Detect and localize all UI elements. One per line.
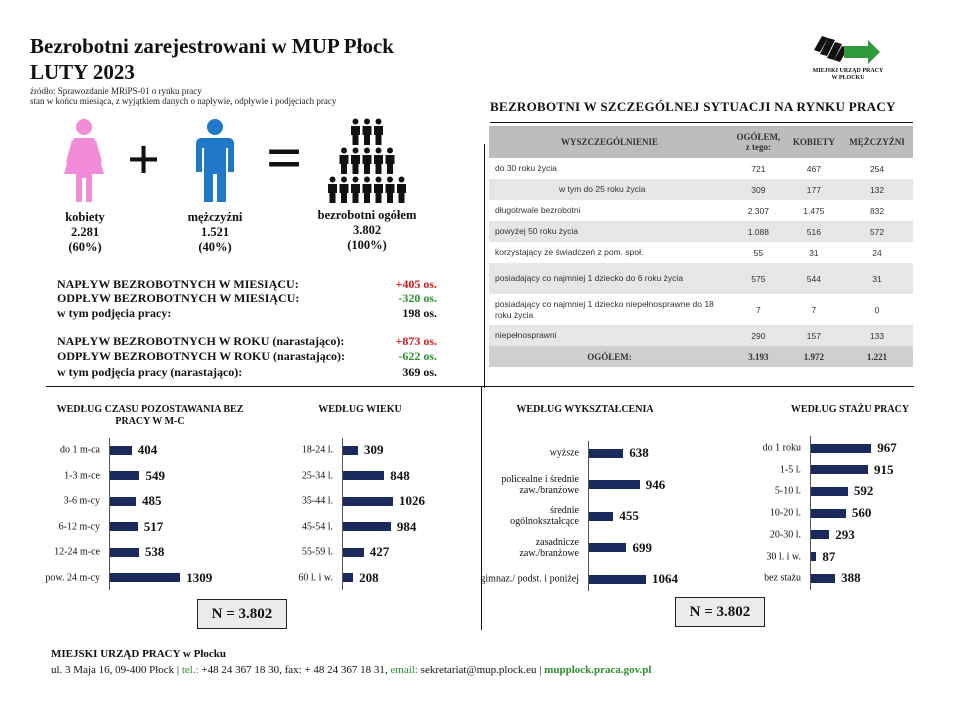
flow-label: NAPŁYW BEZROBOTNYCH W MIESIĄCU: bbox=[57, 277, 299, 291]
data-label: 517 bbox=[143, 518, 164, 534]
chart-bar bbox=[589, 543, 626, 552]
category-label: 18-24 l. bbox=[301, 444, 333, 456]
chart-bar bbox=[110, 471, 139, 480]
category-label: 6-12 m-cy bbox=[58, 521, 100, 532]
table-row bbox=[489, 221, 913, 242]
data-label: 946 bbox=[645, 476, 666, 492]
row-cell-total: 309 bbox=[730, 179, 787, 200]
data-label: 549 bbox=[145, 467, 165, 483]
category-label: 3-6 m-cy bbox=[63, 495, 100, 507]
category-label: 1-5 l. bbox=[779, 464, 801, 476]
data-label: 388 bbox=[841, 570, 861, 586]
flow-label: ODPŁYW BEZROBOTNYCH W ROKU (narastająco): bbox=[57, 349, 346, 363]
chart-bar bbox=[811, 487, 848, 496]
equals-sign: = bbox=[266, 122, 303, 193]
row-label: posiadający co najmniej 1 dziecko do 6 roku życia bbox=[489, 263, 730, 294]
flow-value: -320 os. bbox=[398, 291, 437, 305]
category-label: 25-34 l. bbox=[301, 470, 333, 481]
flow-label: w tym podjęcia pracy: bbox=[57, 306, 172, 320]
total-pct: (100%) bbox=[347, 238, 387, 252]
horizontal-divider bbox=[46, 386, 914, 387]
chart-bar bbox=[811, 574, 835, 583]
chart-title: WEDŁUG WIEKU bbox=[318, 404, 402, 415]
flow-row bbox=[57, 334, 437, 348]
flow-row bbox=[57, 349, 437, 363]
row-label: korzystający ze świadczeń z pom. społ. bbox=[495, 247, 644, 257]
row-cell-total: 1.088 bbox=[730, 221, 787, 242]
situation-title: BEZROBOTNI W SZCZEGÓLNEJ SYTUACJI NA RYNKU PRACY bbox=[490, 99, 896, 114]
chart-bar bbox=[343, 446, 358, 455]
row-cell-women: 177 bbox=[787, 179, 841, 200]
logo-text bbox=[808, 68, 888, 82]
row-cell-women: 7 bbox=[811, 304, 817, 315]
table-row bbox=[489, 294, 913, 325]
logo-figures-icon bbox=[808, 30, 888, 70]
data-label: 638 bbox=[629, 445, 649, 460]
total-stat bbox=[304, 208, 430, 253]
footer-tel: +48 24 367 18 30, fax: + 48 24 367 18 31, bbox=[198, 664, 391, 676]
chart-bar bbox=[343, 471, 384, 480]
row-label: długotrwale bezrobotni bbox=[495, 205, 581, 215]
category-label: gimnaz./ podst. i poniżej bbox=[480, 573, 579, 585]
chart-bar bbox=[811, 530, 829, 539]
source-note: źródło: Sprawozdanie MRiPS-01 o rynku pracy bbox=[30, 86, 202, 96]
flow-label: ODPŁYW BEZROBOTNYCH W MIESIĄCU: bbox=[57, 291, 300, 305]
row-cell-men: 254 bbox=[869, 163, 885, 174]
chart-bar bbox=[589, 512, 613, 521]
page-title: Bezrobotni zarejestrowani w MUP Płock bbox=[30, 34, 394, 58]
data-label: 427 bbox=[369, 544, 390, 559]
category-label: 10-20 l. bbox=[769, 507, 801, 519]
row-cell-women: 157 bbox=[787, 325, 841, 346]
table-row bbox=[489, 179, 913, 200]
category-label: 1-3 m-ce bbox=[64, 470, 100, 481]
col-header-men: MĘŻCZYŹNI bbox=[841, 126, 913, 158]
total-label: bezrobotni ogółem bbox=[317, 208, 417, 222]
row-cell-men: 832 bbox=[869, 205, 885, 216]
flow-label: NAPŁYW BEZROBOTNYCH W ROKU (narastająco): bbox=[57, 334, 345, 348]
category-label: pow. 24 m-cy bbox=[45, 572, 100, 583]
men-value: 1.521 bbox=[200, 225, 230, 239]
flow-label: w tym podjęcia pracy (narastająco): bbox=[57, 365, 243, 379]
category-label: do 1 m-ca bbox=[60, 444, 100, 456]
total-row-total: 3.193 bbox=[730, 346, 787, 367]
data-label: 592 bbox=[853, 483, 874, 499]
man-icon bbox=[192, 118, 238, 204]
category-label: średnie ogólnokształcące bbox=[510, 505, 579, 527]
category-label: 60 l. i w. bbox=[298, 572, 333, 583]
data-label: 984 bbox=[396, 518, 417, 534]
men-label: mężczyźni bbox=[187, 210, 243, 224]
page-subtitle-period: LUTY 2023 bbox=[30, 60, 135, 84]
data-label: 208 bbox=[359, 569, 379, 585]
row-cell-men: 24 bbox=[872, 247, 882, 258]
flow-row bbox=[57, 277, 437, 291]
footer-contact bbox=[51, 664, 651, 676]
data-label: 538 bbox=[144, 544, 165, 559]
chart-title: WEDŁUG STAŻU PRACY bbox=[790, 404, 910, 415]
category-label: bez stażu bbox=[764, 572, 801, 584]
row-cell-total: 7 bbox=[755, 304, 761, 315]
women-stat bbox=[45, 210, 125, 255]
table-row bbox=[489, 325, 913, 346]
data-label: 404 bbox=[137, 442, 158, 457]
women-value: 2.281 bbox=[70, 225, 100, 239]
data-label: 915 bbox=[874, 461, 894, 477]
row-cell-total: 2.307 bbox=[747, 205, 769, 216]
row-label: posiadający co najmniej 1 dziecko niepełnosprawne do 18 roku życia bbox=[495, 298, 714, 320]
flow-value: +873 os. bbox=[395, 334, 437, 348]
footer-email[interactable]: sekretariat@mup.plock.eu | bbox=[417, 664, 545, 676]
chart-bar bbox=[589, 480, 640, 489]
category-label: wyższe bbox=[549, 447, 579, 459]
category-label: 5-10 l. bbox=[774, 485, 801, 497]
data-label: 485 bbox=[142, 493, 162, 508]
row-cell-men: 133 bbox=[841, 325, 913, 346]
table-row bbox=[489, 263, 913, 294]
flow-value: -622 os. bbox=[398, 349, 437, 363]
chart-axis bbox=[109, 438, 110, 590]
chart-bar bbox=[343, 573, 353, 582]
chart-axis bbox=[342, 438, 343, 590]
chart-bar bbox=[110, 522, 138, 531]
situation-table bbox=[489, 126, 913, 367]
footer-website-link[interactable]: mupplock.praca.gov.pl bbox=[544, 664, 652, 676]
row-cell-men: 31 bbox=[841, 263, 913, 294]
chart-bar bbox=[343, 497, 393, 506]
men-stat bbox=[170, 210, 260, 255]
data-label: 309 bbox=[364, 442, 384, 457]
total-row-women: 1.972 bbox=[787, 346, 841, 367]
chart-bar bbox=[343, 548, 364, 557]
category-label: 45-54 l. bbox=[301, 521, 333, 532]
footer-address: ul. 3 Maja 16, 09-400 Płock | bbox=[51, 664, 182, 676]
category-label: 30 l. i w. bbox=[766, 551, 801, 562]
chart-bar bbox=[110, 573, 180, 582]
col-header-description: WYSZCZEGÓLNIENIE bbox=[489, 126, 730, 158]
data-label: 293 bbox=[835, 526, 855, 542]
row-cell-men: 132 bbox=[841, 179, 913, 200]
data-label: 1064 bbox=[652, 571, 679, 586]
plus-sign: + bbox=[127, 127, 161, 192]
row-cell-total: 55 bbox=[753, 247, 764, 258]
col-header-total-line1: OGÓŁEM, bbox=[736, 132, 781, 142]
chart-bar bbox=[811, 465, 868, 474]
data-label: 848 bbox=[390, 467, 410, 483]
men-pct: (40%) bbox=[198, 240, 232, 254]
chart-title: WEDŁUG CZASU POZOSTAWANIA BEZ PRACY W M-C bbox=[56, 404, 244, 427]
women-pct: (60%) bbox=[68, 240, 102, 254]
flow-value: +405 os. bbox=[395, 277, 437, 291]
chart-bar bbox=[343, 522, 391, 531]
upper-vertical-divider bbox=[484, 144, 485, 388]
table-row bbox=[489, 242, 913, 263]
chart-bar bbox=[589, 575, 646, 584]
category-label: policealne i średnie zaw./branżowe bbox=[501, 473, 579, 496]
total-row-label: OGÓŁEM: bbox=[489, 346, 730, 367]
table-row bbox=[489, 200, 913, 221]
crowd-icon bbox=[326, 116, 408, 209]
women-label: kobiety bbox=[65, 210, 105, 224]
data-label: 455 bbox=[619, 508, 639, 523]
data-label: 1309 bbox=[186, 569, 213, 585]
footer-tel-label: tel.: bbox=[181, 664, 199, 676]
chart-bar bbox=[110, 446, 132, 455]
chart-bar bbox=[811, 509, 846, 518]
chart-bar bbox=[589, 449, 623, 458]
row-cell-total: 575 bbox=[730, 263, 787, 294]
title-underline bbox=[490, 122, 913, 123]
flow-row bbox=[57, 306, 437, 320]
chart-bar bbox=[110, 497, 136, 506]
total-row-men: 1.221 bbox=[841, 346, 913, 367]
row-label: do 30 roku życia bbox=[495, 163, 557, 173]
row-label: w tym do 25 roku życia bbox=[489, 179, 730, 200]
chart-bar bbox=[811, 552, 816, 561]
col-header-women: KOBIETY bbox=[787, 126, 841, 158]
data-label: 967 bbox=[877, 440, 897, 455]
category-label: 12-24 m-ce bbox=[54, 546, 100, 558]
row-cell-women: 467 bbox=[806, 163, 821, 174]
table-total-row bbox=[489, 346, 913, 367]
footer-org: MIEJSKI URZĄD PRACY w Płocku bbox=[51, 648, 226, 660]
n-box-left: N = 3.802 bbox=[197, 599, 287, 629]
flow-value: 369 os. bbox=[402, 365, 437, 379]
category-label: 35-44 l. bbox=[301, 495, 333, 507]
data-label: 1026 bbox=[398, 493, 425, 508]
flow-row bbox=[57, 365, 437, 379]
row-cell-men: 572 bbox=[841, 221, 913, 242]
table-row bbox=[489, 158, 913, 179]
logo-text-line2: W PŁOCKU bbox=[831, 75, 865, 81]
data-label: 699 bbox=[632, 539, 652, 555]
n-box-right: N = 3.802 bbox=[675, 597, 765, 627]
col-header-total-line2: z tego: bbox=[745, 142, 771, 152]
row-cell-total: 721 bbox=[751, 163, 766, 174]
flow-value: 198 os. bbox=[402, 306, 437, 320]
row-cell-men: 0 bbox=[874, 304, 880, 315]
data-label: 560 bbox=[851, 505, 872, 521]
footer-email-label: email: bbox=[390, 664, 418, 676]
chart-title: WEDŁUG WYKSZTAŁCENIA bbox=[516, 404, 654, 415]
row-label: niepełnosprawni bbox=[489, 325, 730, 346]
category-label: 20-30 l. bbox=[769, 529, 801, 541]
total-value: 3.802 bbox=[352, 223, 382, 237]
data-label: 87 bbox=[822, 548, 836, 564]
row-label: powyżej 50 roku życia bbox=[489, 221, 730, 242]
source-note-2: stan w końcu miesiąca, z wyjątkiem danych o napływie, odpływie i podjęciach pracy bbox=[30, 96, 337, 106]
category-label: zasadnicze zaw./branżowe bbox=[519, 536, 579, 559]
row-cell-women: 1.475 bbox=[803, 205, 825, 216]
woman-icon bbox=[58, 118, 110, 204]
flow-row bbox=[57, 291, 437, 305]
row-cell-women: 516 bbox=[787, 221, 841, 242]
row-cell-women: 31 bbox=[809, 247, 819, 258]
row-cell-total: 290 bbox=[730, 325, 787, 346]
logo-text-line1: MIEJSKI URZĄD PRACY bbox=[812, 68, 884, 74]
chart-bar bbox=[110, 548, 139, 557]
category-label: do 1 roku bbox=[762, 442, 801, 454]
category-label: 55-59 l. bbox=[301, 546, 333, 558]
chart-bar bbox=[811, 444, 871, 453]
col-header-total bbox=[730, 126, 787, 158]
row-cell-women: 544 bbox=[787, 263, 841, 294]
